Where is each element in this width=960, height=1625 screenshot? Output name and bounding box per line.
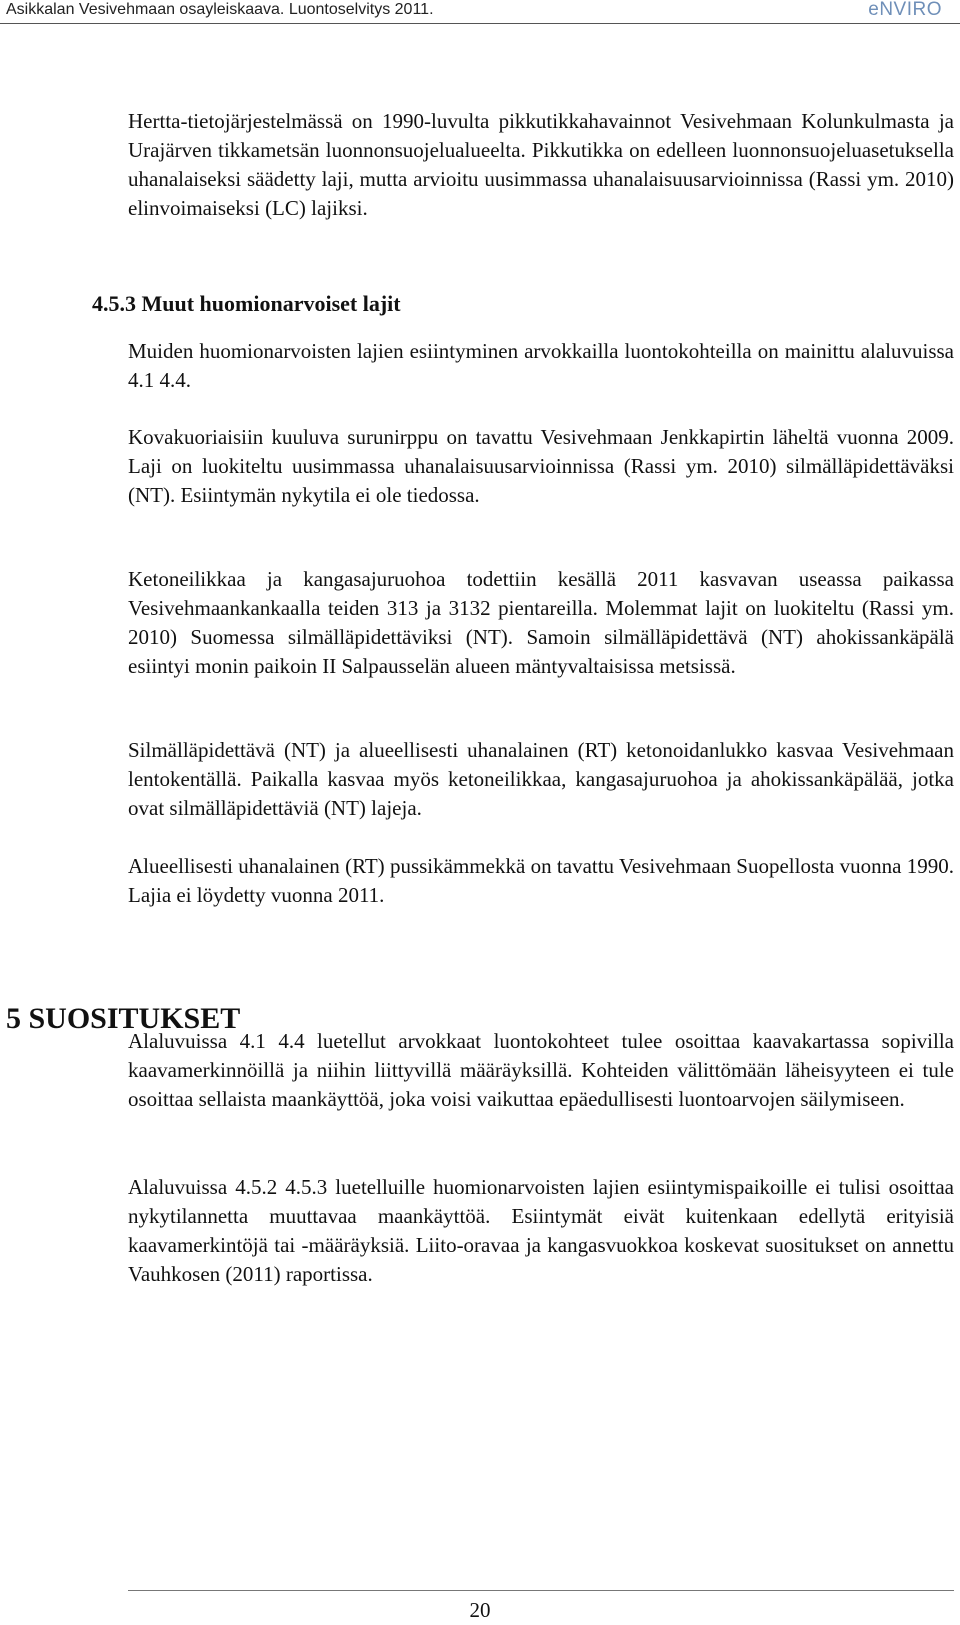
header-divider	[0, 23, 960, 24]
paragraph-surunirppu: Kovakuoriaisiin kuuluva surunirppu on tavattu Vesivehmaan Jenkkapirtin läheltä vuonna 2009. Laji on luokiteltu uusimmassa uhanalaisuusarvioinnissa (Rassi ym. 2010) silmälläpidettäväksi (NT). Esiintymän nykytila ei ole tiedossa.	[128, 425, 954, 507]
section-heading-5: 5 SUOSITUKSET	[6, 1002, 241, 1035]
footer-divider	[128, 1590, 954, 1591]
section-heading-4-5-3: 4.5.3 Muut huomionarvoiset lajit	[92, 291, 401, 316]
page-number: 20	[469, 1598, 491, 1622]
page-header	[0, 0, 960, 40]
paragraph-ketoneilikka: Ketoneilikkaa ja kangasajuruohoa todettiin kesällä 2011 kasvavan useassa paikassa Vesivehmaankankaalla teiden 313 ja 3132 pientareilla. Molemmat lajit on luokiteltu (Rassi ym. 2010) Suomessa silmälläpidettäviksi (NT). Samoin silmälläpidettävä (NT) ahokissankäpälä esiintyi monin paikoin II Salpausselän alueen mäntyvaltaisissa metsissä.	[128, 567, 954, 678]
enviro-logo: eNVIRO	[868, 0, 942, 20]
paragraph-pikkutikka: Hertta-tietojärjestelmässä on 1990-luvulta pikkutikkahavainnot Vesivehmaan Kolunkulmasta ja Urajärven tikkametsän luonnonsuojelualueelta. Pikkutikka on edelleen luonnonsuojeluasetuksella uhanalaiseksi säädetty laji, mutta arvioitu uusimmassa uhanalaisuusarvioinnissa (Rassi ym. 2010) elinvoimaiseksi (LC) lajiksi.	[128, 109, 954, 220]
paragraph-ketonoidanlukko: Silmälläpidettävä (NT) ja alueellisesti uhanalainen (RT) ketonoidanlukko kasvaa Vesivehmaan lentokentällä. Paikalla kasvaa myös ketoneilikkaa, kangasajuruohoa ja ahokissankäpälää, jotka ovat silmälläpidettäviä (NT) lajeja.	[128, 738, 954, 820]
paragraph-muut-lajit: Muiden huomionarvoisten lajien esiintyminen arvokkailla luontokohteilla on mainittu alaluvuissa 4.1 4.4.	[128, 339, 954, 392]
paragraph-suositukset-1: Alaluvuissa 4.1 4.4 luetellut arvokkaat luontokohteet tulee osoittaa kaavakartassa sopivilla kaavamerkinnöillä ja niihin liittyvillä määräyksillä. Kohteiden välittömään läheisyyteen ei tule osoittaa sellaista maankäyttöä, joka voisi vaikuttaa epäedullisesti luontoarvojen säilymiseen.	[128, 1029, 954, 1111]
header-title: Asikkalan Vesivehmaan osayleiskaava. Luontoselvitys 2011.	[6, 1, 434, 18]
paragraph-suositukset-2: Alaluvuissa 4.5.2 4.5.3 luetelluille huomionarvoisten lajien esiintymispaikoille ei tulisi osoittaa nykytilannetta muuttavaa maankäyttöä. Esiintymät eivät kuitenkaan edellytä erityisiä kaavamerkintöjä tai -määräyksiä. Liito-oravaa ja kangasvuokkoa koskevat suositukset on annettu Vauhkosen (2011) raportissa.	[128, 1175, 954, 1286]
paragraph-pussikammekka: Alueellisesti uhanalainen (RT) pussikämmekkä on tavattu Vesivehmaan Suopellosta vuonna 1990. Lajia ei löydetty vuonna 2011.	[128, 854, 954, 907]
